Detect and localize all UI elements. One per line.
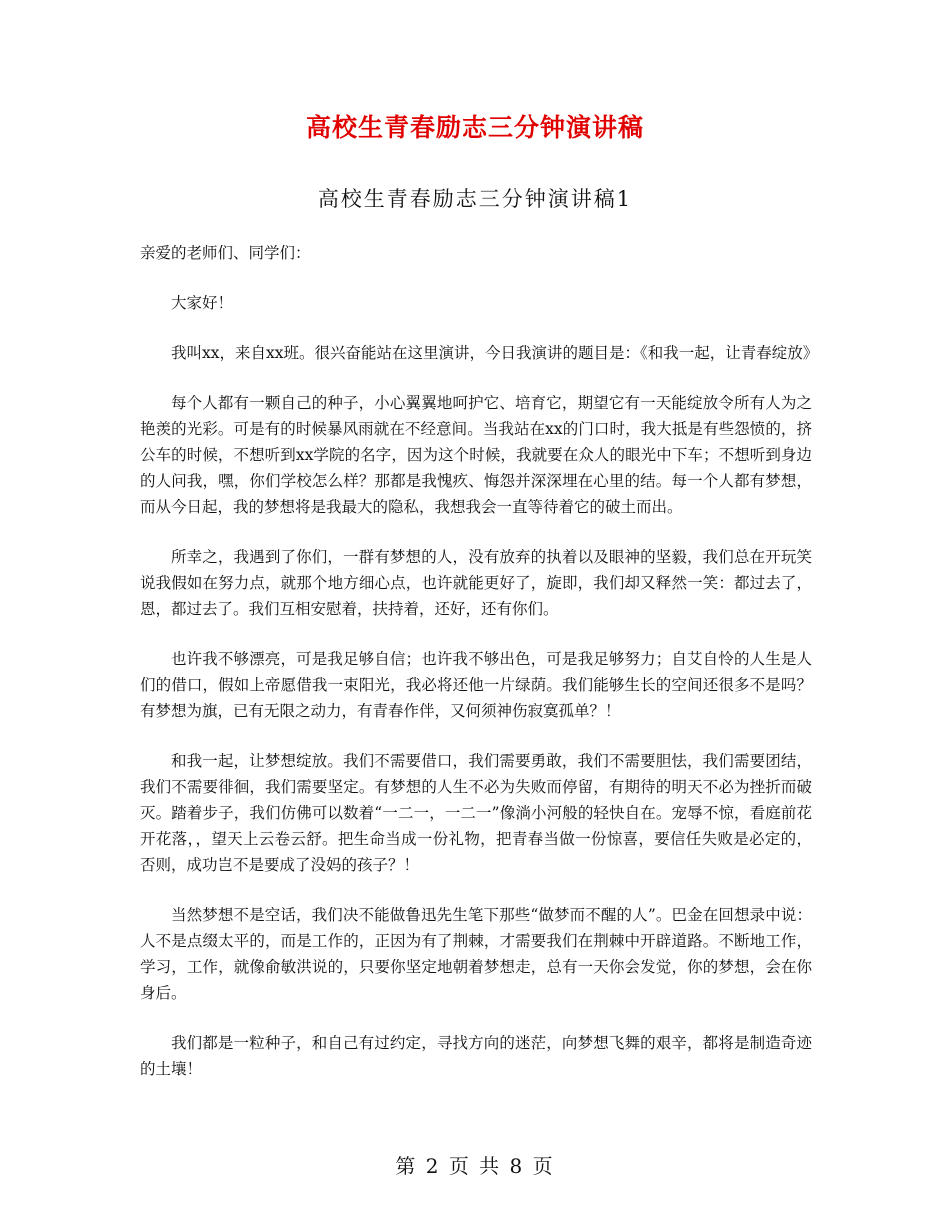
paragraph: 所幸之，我遇到了你们，一群有梦想的人，没有放弃的执着以及眼神的坚毅，我们总在开玩笑说我假如在努力点，就那个地方细心点，也许就能更好了，旋即，我们却又释然一笑：都过去了，恩，都过去了。我们互相安慰着，扶持着，还好，还有你们。	[140, 548, 812, 618]
salutation: 亲爱的老师们、同学们：	[140, 244, 311, 262]
paragraph: 当然梦想不是空话，我们决不能做鲁迅先生笔下那些“做梦而不醒的人”。巴金在回想录中说：人不是点缀太平的，而是工作的，正因为有了荆棘，才需要我们在荆棘中开辟道路。不断地工作，学习，工作，就像俞敏洪说的，只要你坚定地朝着梦想走，总有一天你会发觉，你的梦想，会在你身后。	[140, 906, 812, 1002]
section-title: 高校生青春励志三分钟演讲稿1	[317, 187, 633, 211]
paragraph: 大家好！	[171, 294, 234, 312]
paragraph: 和我一起，让梦想绽放。我们不需要借口，我们需要勇敢，我们不需要胆怯，我们需要团结，我们不需要徘徊，我们需要坚定。有梦想的人生不必为失败而停留，有期待的明天不必为挫折而破灭。踏着步子，我们仿佛可以数着“一二一，一二一”像淌小河般的轻快自在。宠辱不惊，看庭前花开花落，，望天上云卷云舒。把生命当成一份礼物，把青春当做一份惊喜，要信任失败是必定的，否则，成功岂不是要成了没妈的孩子？！	[140, 752, 812, 874]
paragraph: 我们都是一粒种子，和自己有过约定，寻找方向的迷茫，向梦想飞舞的艰辛，都将是制造奇迹的土壤！	[140, 1034, 812, 1078]
document-title: 高校生青春励志三分钟演讲稿	[305, 113, 644, 142]
page-number: 第 2 页 共 8 页	[395, 1154, 555, 1178]
document-body	[140, 240, 819, 1106]
paragraph: 每个人都有一颗自己的种子，小心翼翼地呵护它、培育它，期望它有一天能绽放令所有人为之艳羡的光彩。可是有的时候暴风雨就在不经意间。当我站在xx的门口时，我大抵是有些怨愤的，挤公车的时候，不想听到xx学院的名字，因为这个时候，我就要在众人的眼光中下车；不想听到身边的人问我，嘿，你们学校怎么样？那都是我愧疚、悔怨并深深埋在心里的结。每一个人都有梦想，而从今日起，我的梦想将是我最大的隐私，我想我会一直等待着它的破土而出。	[140, 394, 812, 516]
paragraph: 我叫xx，来自xx班。很兴奋能站在这里演讲，今日我演讲的题目是：《和我一起，让青春绽放》	[171, 344, 819, 362]
paragraph: 也许我不够漂亮，可是我足够自信；也许我不够出色，可是我足够努力；自艾自怜的人生是人们的借口，假如上帝愿借我一束阳光，我必将还他一片绿荫。我们能够生长的空间还很多不是吗？有梦想为旗，已有无限之动力，有青春作伴，又何须神伤寂寞孤单？！	[140, 650, 812, 720]
